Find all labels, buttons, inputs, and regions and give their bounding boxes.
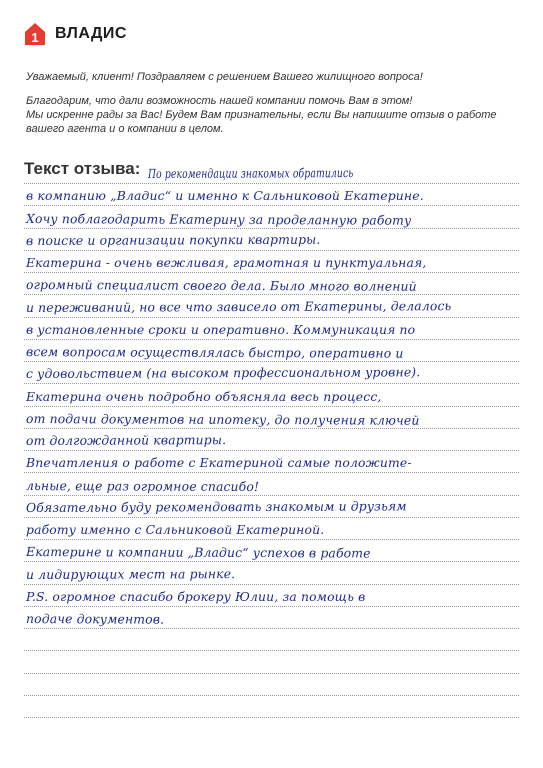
handwritten-line: и переживаний, но все что зависело от Екатерины, делалось [25, 297, 452, 315]
ruled-line [24, 272, 519, 273]
greeting-text: Уважаемый, клиент! Поздравляем с решением Вашего жилищного вопроса! [26, 71, 423, 83]
ruled-line [24, 294, 519, 295]
ruled-line [24, 450, 519, 451]
ruled-line [24, 717, 519, 718]
ruled-line [24, 406, 519, 407]
ruled-line [24, 383, 519, 384]
ruled-line [24, 584, 519, 585]
handwritten-line: Обязательно буду рекомендовать знакомым и друзьям [25, 498, 407, 515]
handwritten-line: Екатерина очень подробно объясняла весь процесс, [26, 388, 382, 404]
thanks-line-3: вашего агента и о компании в целом. [26, 123, 224, 135]
thanks-line-2: Мы искренне рады за Вас! Будем Вам признательны, если Вы напишите отзыв о работе [26, 109, 497, 121]
ruled-line [24, 428, 519, 429]
ruled-line [24, 250, 519, 251]
ruled-line [24, 339, 519, 340]
handwritten-line: льные, еще раз огромное спасибо! [26, 477, 260, 494]
handwritten-line: Екатерине и компании „Владис“ успехов в работе [26, 544, 371, 561]
handwritten-line: P.S. огромное спасибо брокеру Юлии, за помощь в [26, 588, 366, 604]
ruled-line [24, 628, 519, 629]
thanks-line-1: Благодарим, что дали возможность нашей компании помочь Вам в этом! [26, 95, 413, 107]
handwritten-line: в поиске и организации покупки квартиры. [25, 231, 321, 248]
brand-name: ВЛАДИС [55, 25, 127, 42]
handwritten-line: от долгожданной квартиры. [25, 432, 227, 448]
ruled-line [24, 205, 519, 206]
ruled-line [24, 517, 519, 518]
handwritten-line: работу именно с Сальниковой Екатериной. [26, 522, 325, 537]
handwritten-line: и лидирующих мест на рынке. [25, 565, 236, 582]
ruled-line [24, 695, 519, 696]
handwritten-line: Екатерина - очень вежливая, грамотная и пунктуальная, [26, 255, 427, 270]
handwritten-line: подаче документов. [26, 611, 165, 627]
handwritten-line: Хочу поблагодарить Екатерину за проделанную работу [26, 210, 412, 228]
handwritten-line: всем вопросам осуществлялась быстро, оперативно и [26, 344, 404, 361]
ruled-line [24, 539, 519, 540]
ruled-line [24, 673, 519, 674]
ruled-lines [24, 0, 519, 768]
handwritten-line: в установленные сроки и оперативно. Коммуникация по [26, 321, 416, 337]
ruled-line [24, 361, 519, 362]
handwritten-line: огромный специалист своего дела. Было много волнений [26, 277, 417, 294]
handwritten-line: в компанию „Владис“ и именно к Сальниковой Екатерине. [26, 188, 424, 204]
ruled-line [24, 606, 519, 607]
handwritten-line: По рекомендации знакомых обратились [147, 165, 354, 181]
ruled-line [24, 650, 519, 651]
handwritten-line: Впечатления о работе с Екатериной самые положите- [26, 455, 412, 471]
ruled-line [24, 317, 519, 318]
ruled-line [24, 183, 519, 184]
ruled-line [24, 472, 519, 473]
handwritten-line: с удовольствием (на высоком профессиональном уровне). [25, 364, 421, 382]
review-title: Текст отзыва: [24, 159, 141, 178]
ruled-line [24, 561, 519, 562]
logo-digit: 1 [31, 30, 39, 45]
handwritten-line: от подачи документов на ипотеку, до получения ключей [26, 410, 420, 428]
